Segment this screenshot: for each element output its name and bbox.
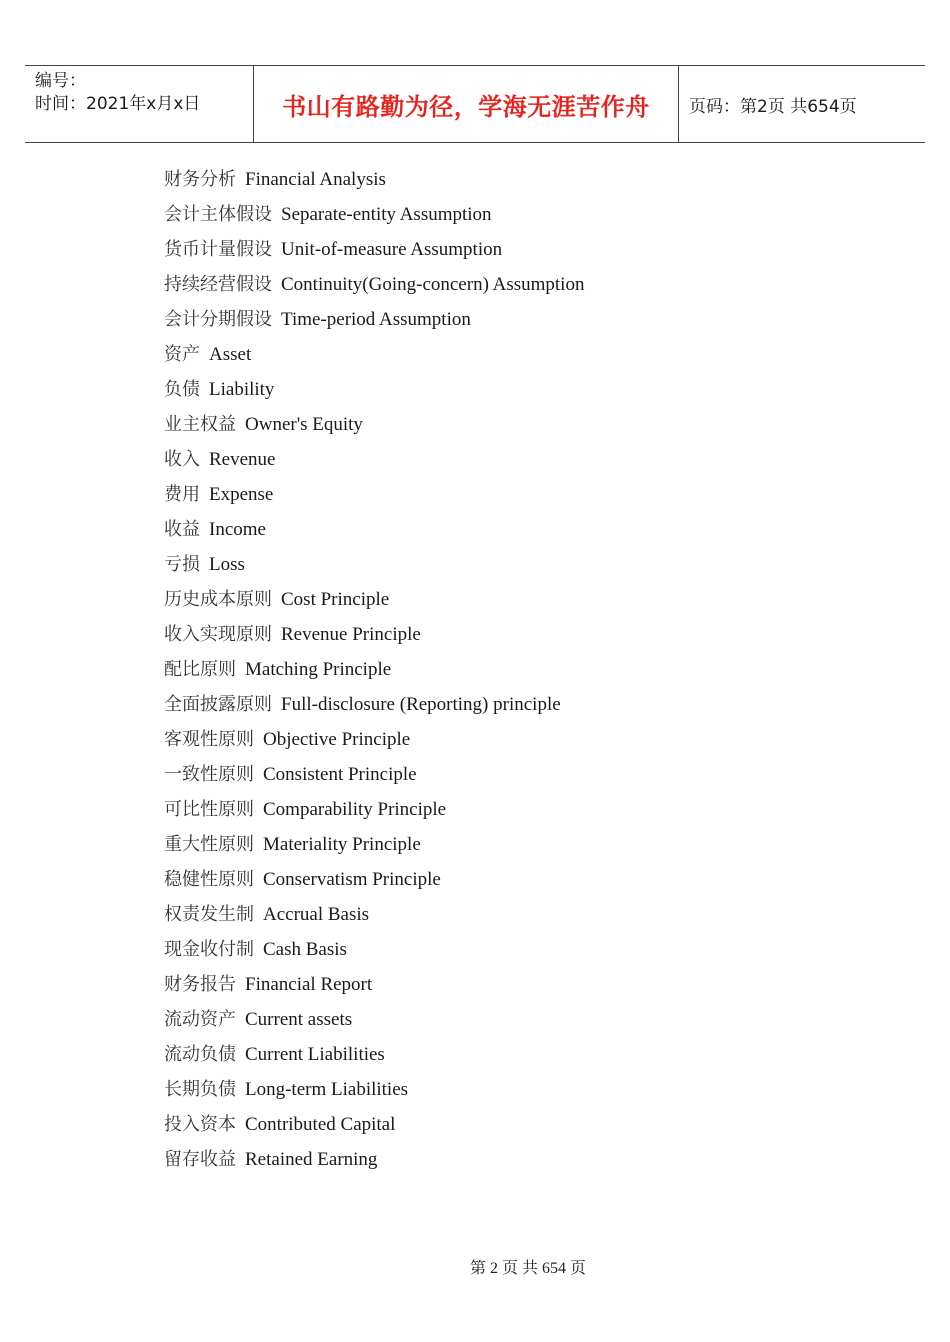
term-chinese: 业主权益	[164, 414, 236, 435]
page-footer: 第 2 页 共 654 页	[469, 1260, 586, 1277]
glossary-item	[164, 932, 584, 967]
term-chinese: 货币计量假设	[164, 239, 272, 260]
term-english: Revenue Principle	[281, 624, 421, 645]
term-english: Owner's Equity	[245, 414, 363, 435]
term-chinese: 权责发生制	[164, 904, 254, 925]
term-english: Expense	[209, 484, 274, 505]
glossary-list	[164, 162, 584, 1177]
term-chinese: 稳健性原则	[164, 869, 254, 890]
term-chinese: 历史成本原则	[164, 589, 272, 610]
term-chinese: 留存收益	[164, 1149, 236, 1170]
term-english: Matching Principle	[245, 659, 392, 680]
term-english: Long-term Liabilities	[245, 1079, 409, 1100]
term-chinese: 可比性原则	[164, 799, 254, 820]
term-english: Accrual Basis	[263, 904, 370, 925]
term-chinese: 负债	[164, 379, 200, 400]
glossary-item	[164, 1037, 584, 1072]
term-chinese: 会计主体假设	[164, 204, 272, 225]
glossary-item	[164, 1072, 584, 1107]
term-chinese: 收益	[164, 519, 200, 540]
glossary-item	[164, 302, 584, 337]
term-english: Current assets	[245, 1009, 353, 1030]
glossary-item	[164, 792, 584, 827]
header-motto-cell	[254, 66, 679, 142]
glossary-item	[164, 1107, 584, 1142]
glossary-item	[164, 1142, 584, 1177]
term-english: Asset	[209, 344, 252, 365]
term-english: Full-disclosure (Reporting) principle	[281, 694, 561, 715]
number-label: 编号：	[35, 71, 86, 91]
term-chinese: 现金收付制	[164, 939, 254, 960]
glossary-item	[164, 477, 584, 512]
header-motto: 书山有路勤为径，学海无涯苦作舟	[282, 91, 650, 121]
glossary-item	[164, 687, 584, 722]
term-chinese: 重大性原则	[164, 834, 254, 855]
term-english: Cash Basis	[263, 939, 347, 960]
term-chinese: 持续经营假设	[164, 274, 272, 295]
term-english: Objective Principle	[263, 729, 411, 750]
term-chinese: 收入实现原则	[164, 624, 272, 645]
header-meta-cell	[25, 66, 254, 142]
term-english: Materiality Principle	[263, 834, 421, 855]
term-english: Unit-of-measure Assumption	[281, 239, 503, 260]
glossary-item	[164, 512, 584, 547]
term-english: Continuity(Going-concern) Assumption	[281, 274, 585, 295]
term-english: Cost Principle	[281, 589, 390, 610]
glossary-item	[164, 372, 584, 407]
term-chinese: 财务报告	[164, 974, 236, 995]
term-english: Current Liabilities	[245, 1044, 385, 1065]
term-chinese: 亏损	[164, 554, 200, 575]
term-english: Revenue	[209, 449, 276, 470]
glossary-item	[164, 967, 584, 1002]
term-chinese: 全面披露原则	[164, 694, 272, 715]
glossary-item	[164, 267, 584, 302]
term-english: Contributed Capital	[245, 1114, 396, 1135]
term-english: Conservatism Principle	[263, 869, 441, 890]
term-english: Consistent Principle	[263, 764, 417, 785]
term-chinese: 会计分期假设	[164, 309, 272, 330]
glossary-item	[164, 722, 584, 757]
glossary-item	[164, 337, 584, 372]
glossary-item	[164, 1002, 584, 1037]
term-english: Income	[209, 519, 266, 540]
header-page-info: 页码：第2页 共654页	[689, 96, 857, 117]
term-chinese: 资产	[164, 344, 200, 365]
header-page-cell	[679, 66, 925, 142]
term-chinese: 投入资本	[164, 1114, 236, 1135]
term-chinese: 收入	[164, 449, 200, 470]
glossary-item	[164, 862, 584, 897]
term-chinese: 长期负债	[164, 1079, 236, 1100]
term-chinese: 流动资产	[164, 1009, 236, 1030]
glossary-item	[164, 652, 584, 687]
glossary-item	[164, 162, 584, 197]
time-label: 时间：2021年x月x日	[35, 94, 201, 114]
term-english: Financial Analysis	[245, 169, 386, 190]
term-chinese: 一致性原则	[164, 764, 254, 785]
term-english: Liability	[209, 379, 275, 400]
glossary-item	[164, 827, 584, 862]
glossary-item	[164, 582, 584, 617]
term-chinese: 财务分析	[164, 169, 236, 190]
glossary-item	[164, 197, 584, 232]
glossary-item	[164, 617, 584, 652]
glossary-item	[164, 757, 584, 792]
term-chinese: 客观性原则	[164, 729, 254, 750]
term-english: Comparability Principle	[263, 799, 447, 820]
term-chinese: 费用	[164, 484, 200, 505]
term-english: Loss	[209, 554, 245, 575]
term-english: Financial Report	[245, 974, 373, 995]
term-english: Retained Earning	[245, 1149, 378, 1170]
document-header	[25, 65, 925, 143]
glossary-item	[164, 442, 584, 477]
glossary-item	[164, 407, 584, 442]
glossary-item	[164, 232, 584, 267]
term-english: Time-period Assumption	[281, 309, 471, 330]
glossary-item	[164, 897, 584, 932]
term-chinese: 配比原则	[164, 659, 236, 680]
term-chinese: 流动负债	[164, 1044, 236, 1065]
term-english: Separate-entity Assumption	[281, 204, 492, 225]
glossary-item	[164, 547, 584, 582]
